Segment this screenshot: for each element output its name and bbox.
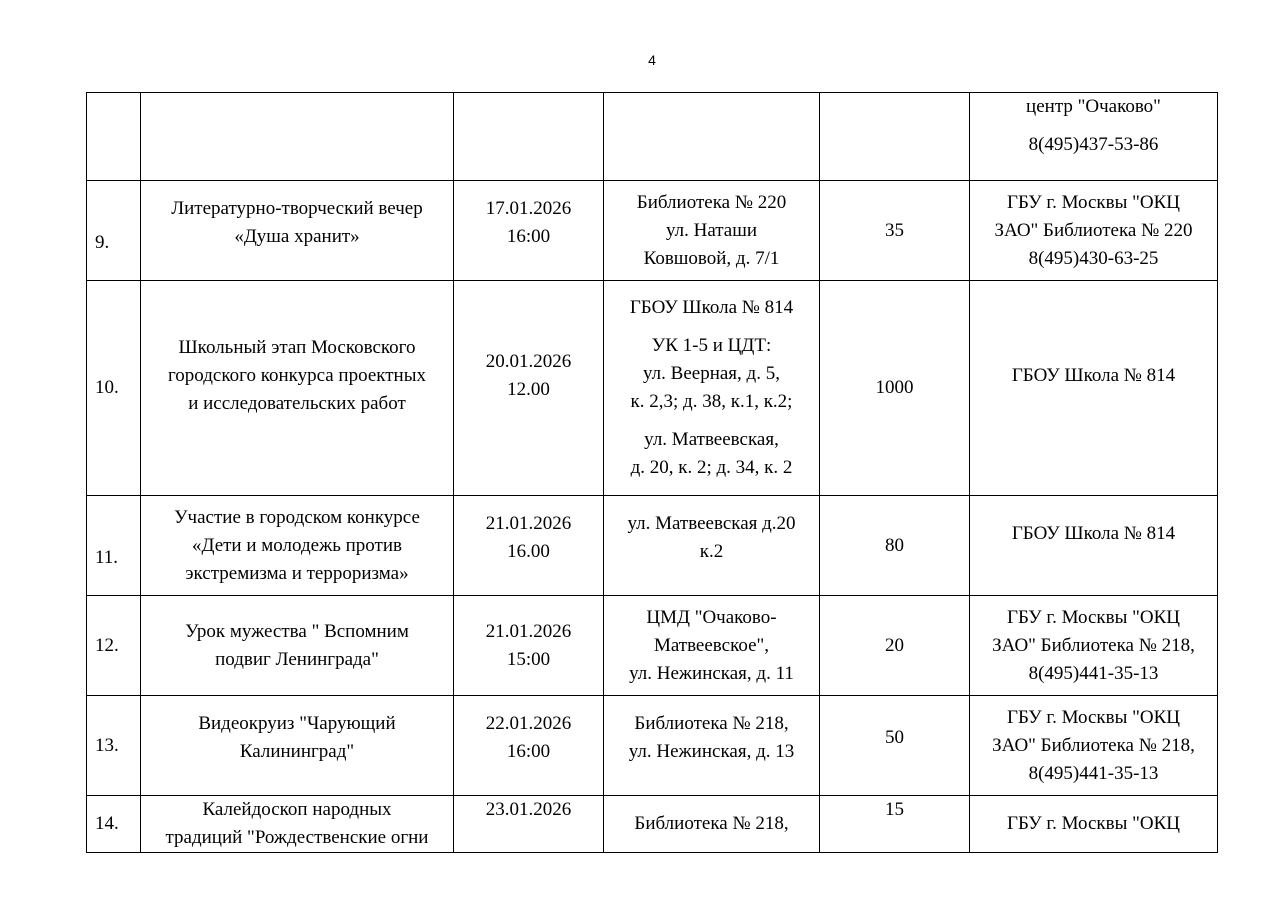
datetime-cell: 17.01.2026 16:00 — [454, 181, 604, 281]
page-number: 4 — [648, 52, 656, 68]
event-cell: Литературно-творческий вечер «Душа хранит» — [141, 181, 454, 281]
row-number: 12. — [87, 596, 141, 696]
row-number: 9. — [87, 181, 141, 281]
datetime-cell — [454, 93, 604, 181]
count-cell: 15 — [820, 796, 970, 853]
table-row — [87, 696, 1218, 796]
table-row — [87, 496, 1218, 596]
count-cell — [820, 93, 970, 181]
event-cell: Видеокруиз "Чарующий Калининград" — [141, 696, 454, 796]
count-cell: 50 — [820, 696, 970, 796]
events-table — [86, 92, 1218, 853]
row-number: 14. — [87, 796, 141, 853]
event-cell: Участие в городском конкурсе «Дети и молодежь против экстремизма и терроризма» — [141, 496, 454, 596]
count-cell: 80 — [820, 496, 970, 596]
datetime-cell: 23.01.2026 — [454, 796, 604, 853]
place-cell: Библиотека № 220 ул. Наташи Ковшовой, д. 7/1 — [604, 181, 820, 281]
row-number: 10. — [87, 281, 141, 496]
event-cell: Школьный этап Московского городского конкурса проектных и исследовательских работ — [141, 281, 454, 496]
row-number: 13. — [87, 696, 141, 796]
event-cell — [141, 93, 454, 181]
datetime-cell: 20.01.2026 12.00 — [454, 281, 604, 496]
count-cell: 1000 — [820, 281, 970, 496]
count-cell: 20 — [820, 596, 970, 696]
table-row — [87, 93, 1218, 181]
responsible-cell: ГБОУ Школа № 814 — [970, 496, 1218, 596]
responsible-cell: ГБУ г. Москвы "ОКЦ ЗАО" Библиотека № 218, 8(495)441-35-13 — [970, 596, 1218, 696]
datetime-cell: 21.01.2026 16.00 — [454, 496, 604, 596]
row-number — [87, 93, 141, 181]
responsible-cell: центр "Очаково" 8(495)437-53-86 — [970, 93, 1218, 181]
responsible-cell: ГБУ г. Москвы "ОКЦ — [970, 796, 1218, 853]
place-cell: ГБОУ Школа № 814 УК 1-5 и ЦДТ: ул. Веерная, д. 5, к. 2,3; д. 38, к.1, к.2; ул. Матвеевская, д. 20, к. 2; д. 34, к. 2 — [604, 281, 820, 496]
place-cell: ЦМД "Очаково- Матвеевское", ул. Нежинская, д. 11 — [604, 596, 820, 696]
datetime-cell: 22.01.2026 16:00 — [454, 696, 604, 796]
place-cell — [604, 93, 820, 181]
row-number: 11. — [87, 496, 141, 596]
datetime-cell: 21.01.2026 15:00 — [454, 596, 604, 696]
responsible-cell: ГБУ г. Москвы "ОКЦ ЗАО" Библиотека № 218, 8(495)441-35-13 — [970, 696, 1218, 796]
event-cell: Калейдоскоп народных традиций "Рождественские огни — [141, 796, 454, 853]
responsible-cell: ГБОУ Школа № 814 — [970, 281, 1218, 496]
event-cell: Урок мужества " Вспомним подвиг Ленинграда" — [141, 596, 454, 696]
table-row — [87, 281, 1218, 496]
place-cell: ул. Матвеевская д.20 к.2 — [604, 496, 820, 596]
place-cell: Библиотека № 218, ул. Нежинская, д. 13 — [604, 696, 820, 796]
place-cell: Библиотека № 218, — [604, 796, 820, 853]
count-cell: 35 — [820, 181, 970, 281]
responsible-cell: ГБУ г. Москвы "ОКЦ ЗАО" Библиотека № 220 8(495)430-63-25 — [970, 181, 1218, 281]
table-row — [87, 181, 1218, 281]
table-row — [87, 796, 1218, 853]
table-row — [87, 596, 1218, 696]
